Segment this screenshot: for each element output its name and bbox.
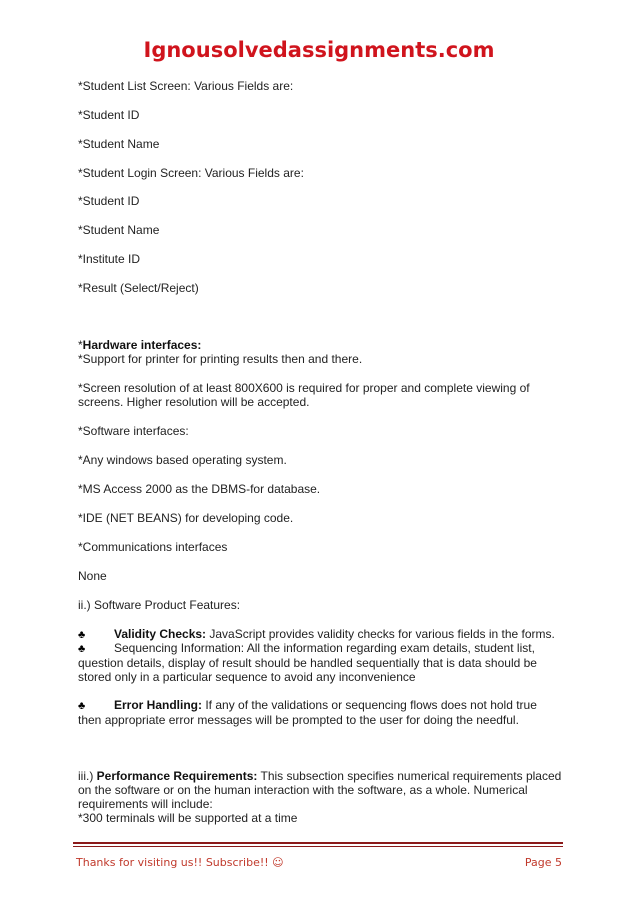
ide-line: *IDE (NET BEANS) for developing code. xyxy=(78,511,294,525)
student-login-screen-line: *Student Login Screen: Various Fields are: xyxy=(78,166,304,180)
ms-access-line: *MS Access 2000 as the DBMS-for database. xyxy=(78,482,321,496)
screen-resolution-paragraph: *Screen resolution of at least 800X600 is required for proper and complete viewing of screens. Higher resolution will be accepted. xyxy=(78,381,530,409)
site-title: Ignousolvedassignments.com xyxy=(143,38,495,62)
student-id-line: *Student ID xyxy=(78,108,140,122)
hardware-interfaces-heading: *Hardware interfaces: xyxy=(78,338,202,352)
page-number: Page 5 xyxy=(524,856,562,869)
performance-requirements-paragraph: iii.) Performance Requirements: This subsection specifies numerical requirements placed on the software or on the human interaction with the software, as a whole. Numerical requirements will include: xyxy=(78,769,562,811)
printer-support-line: *Support for printer for printing results then and there. xyxy=(78,352,363,366)
error-handling-bullet: ♣ Error Handling: If any of the validations or sequencing flows does not hold true then appropriate error messages will be prompted to the user for doing the needful. xyxy=(78,698,537,727)
result-line: *Result (Select/Reject) xyxy=(78,281,199,295)
validity-checks-bullet: ♣ Validity Checks: JavaScript provides validity checks for various fields in the forms. xyxy=(78,627,555,641)
footer-divider-thin xyxy=(73,846,563,847)
student-list-screen-line: *Student List Screen: Various Fields are: xyxy=(78,79,294,93)
windows-os-line: *Any windows based operating system. xyxy=(78,453,287,467)
club-bullet-icon: ♣ xyxy=(78,700,86,712)
terminals-supported-line: *300 terminals will be supported at a time xyxy=(78,811,298,825)
student-name-line: *Student Name xyxy=(78,137,160,151)
club-bullet-icon: ♣ xyxy=(78,629,86,641)
institute-id-line: *Institute ID xyxy=(78,252,141,266)
footer-divider xyxy=(73,842,563,844)
none-line: None xyxy=(78,569,107,583)
footer-subscribe-text: Thanks for visiting us!! Subscribe!! ☺ xyxy=(76,856,284,869)
login-student-name-line: *Student Name xyxy=(78,223,160,237)
sequencing-information-bullet: ♣ Sequencing Information: All the information regarding exam details, student list, question details, display of result should be handled sequentially that is data should be stored only in a particular sequence to avoid any inconvenience xyxy=(78,641,537,684)
software-product-features-line: ii.) Software Product Features: xyxy=(78,598,241,612)
communications-interfaces-line: *Communications interfaces xyxy=(78,540,228,554)
software-interfaces-line: *Software interfaces: xyxy=(78,424,189,438)
login-student-id-line: *Student ID xyxy=(78,194,140,208)
club-bullet-icon: ♣ xyxy=(78,643,86,655)
